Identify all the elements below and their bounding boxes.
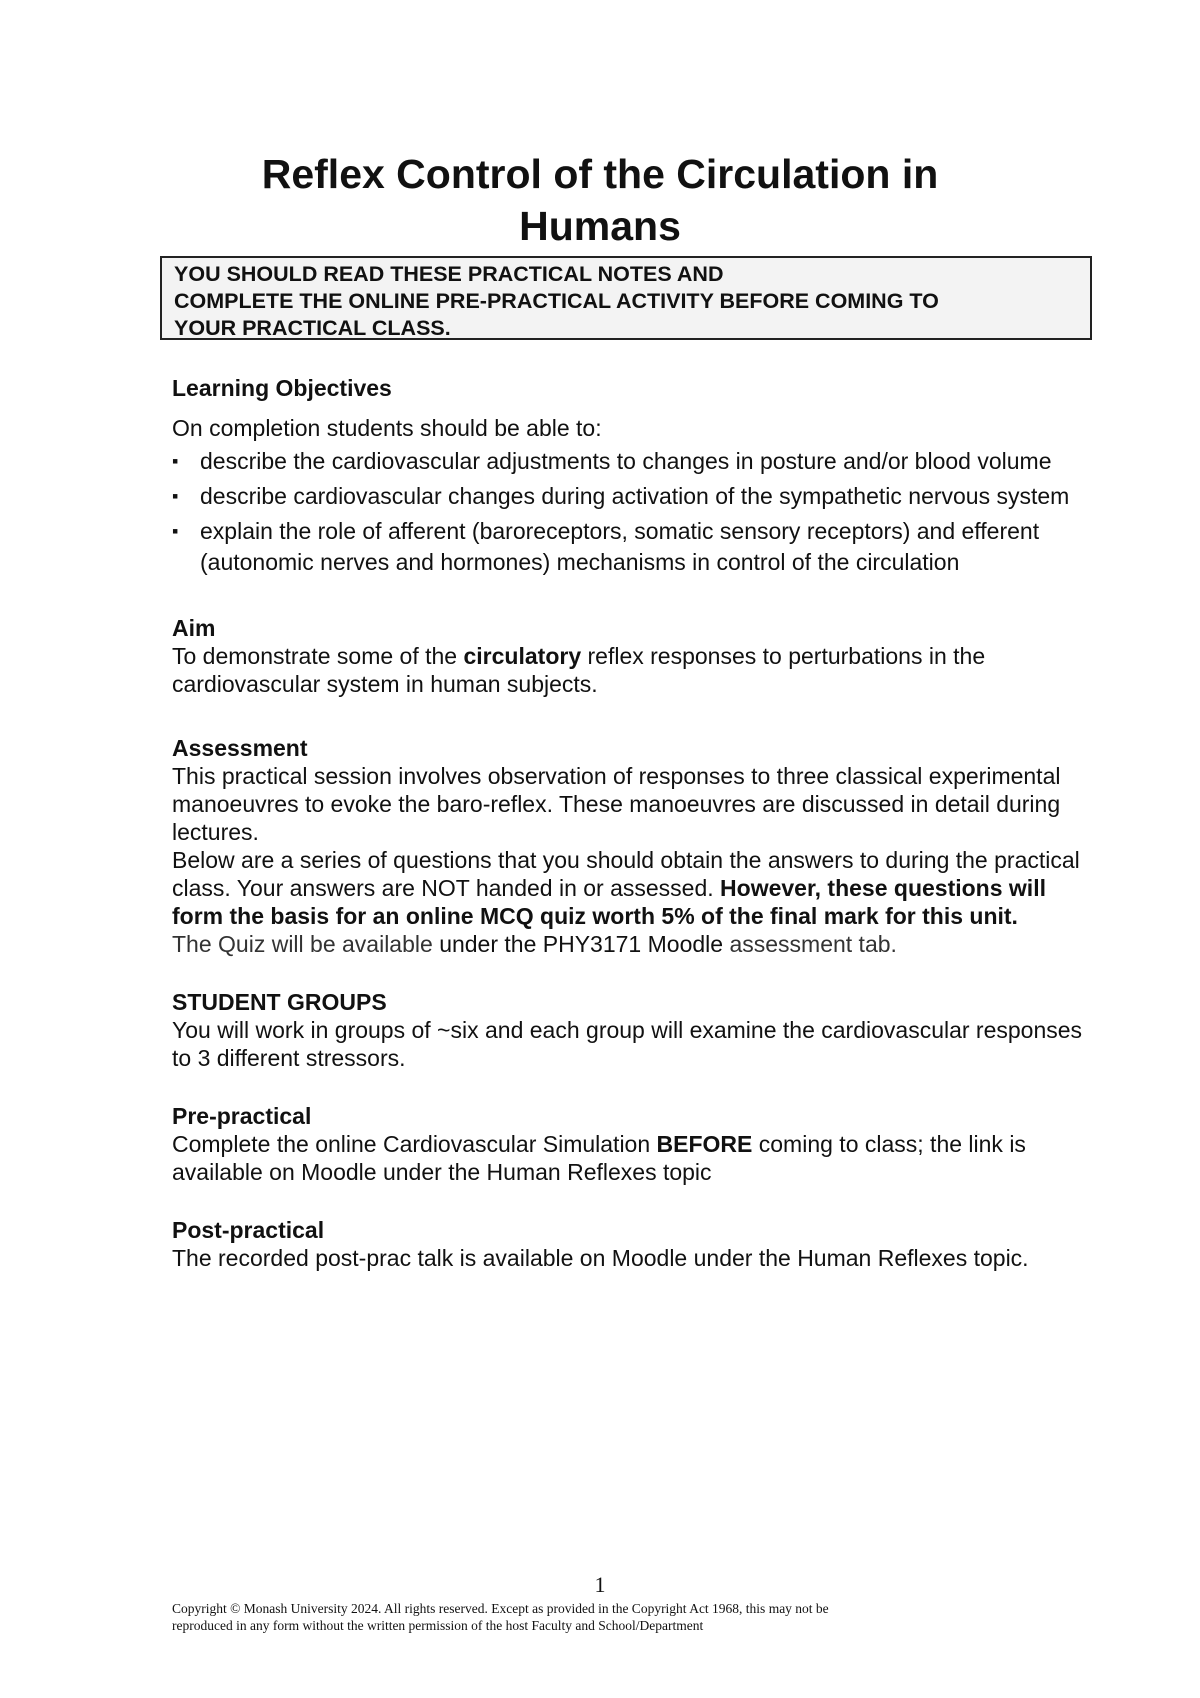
copyright-notice xyxy=(172,1600,1052,1634)
objective-text: describe the cardiovascular adjustments to changes in posture and/or blood volume xyxy=(200,448,1052,474)
objective-text: describe cardiovascular changes during activation of the sympathetic nervous system xyxy=(200,483,1070,509)
pre-practical-heading: Pre-practical xyxy=(172,1103,312,1129)
copyright-line-1: Copyright © Monash University 2024. All rights reserved. Except as provided in the Copyright Act 1968, this may not be xyxy=(172,1601,829,1616)
aim-text-end: reflex responses to perturbations in the cardiovascular system in human subjects. xyxy=(172,643,986,697)
assessment-section xyxy=(172,734,1102,958)
pre-practical-text-end: coming to class; the link is available on Moodle under the Human Reflexes topic xyxy=(172,1131,1026,1185)
quiz-text-start: The Quiz will be available xyxy=(172,931,440,957)
learning-objectives-intro: On completion students should be able to: xyxy=(172,415,602,441)
pre-practical-text-start: Complete the online Cardiovascular Simulation xyxy=(172,1131,657,1157)
notice-line-3: YOUR PRACTICAL CLASS. xyxy=(174,316,451,340)
list-item xyxy=(172,446,1102,477)
assessment-paragraph-2-bold: However, these questions will form the basis for an online MCQ quiz worth 5% of the final mark for this unit. xyxy=(172,875,1046,929)
reading-notice-box xyxy=(160,256,1092,340)
assessment-paragraph-1: This practical session involves observation of responses to three classical experimental manoeuvres to evoke the baro-reflex. These manoeuvres are discussed in detail during lectures. xyxy=(172,763,1061,845)
document-body xyxy=(172,374,1102,1272)
assessment-heading: Assessment xyxy=(172,735,308,761)
list-item xyxy=(172,516,1102,578)
learning-objectives-section xyxy=(172,374,1102,578)
post-practical-heading: Post-practical xyxy=(172,1217,325,1243)
objective-text: explain the role of afferent (baroreceptors, somatic sensory receptors) and efferent (autonomic nerves and hormones) mechanisms in control of the circulation xyxy=(200,518,1040,575)
bullet-icon: ▪ xyxy=(172,521,179,541)
quiz-text-moodle: under the PHY3171 Moodle xyxy=(439,931,724,957)
aim-text xyxy=(172,642,1102,698)
aim-section xyxy=(172,614,1102,698)
aim-text-bold: circulatory xyxy=(463,643,582,669)
bullet-icon: ▪ xyxy=(172,486,179,506)
objectives-list xyxy=(172,446,1102,578)
list-item xyxy=(172,481,1102,512)
learning-objectives-heading: Learning Objectives xyxy=(172,375,392,401)
post-practical-section xyxy=(172,1216,1102,1272)
student-groups-text: You will work in groups of ~six and each group will examine the cardiovascular responses to 3 different stressors. xyxy=(172,1017,1083,1071)
bullet-icon: ▪ xyxy=(172,451,179,471)
pre-practical-text xyxy=(172,1130,1102,1186)
page-title xyxy=(140,148,1060,252)
copyright-line-2: reproduced in any form without the written permission of the host Faculty and School/Department xyxy=(172,1618,704,1633)
title-line-1: Reflex Control of the Circulation in xyxy=(261,151,939,197)
notice-line-1: YOU SHOULD READ THESE PRACTICAL NOTES AND xyxy=(174,262,724,286)
notice-line-2: COMPLETE THE ONLINE PRE-PRACTICAL ACTIVITY BEFORE COMING TO xyxy=(174,289,939,313)
pre-practical-section xyxy=(172,1102,1102,1186)
pre-practical-text-bold: BEFORE xyxy=(656,1131,753,1157)
student-groups-heading: STUDENT GROUPS xyxy=(172,989,387,1015)
page-number: 1 xyxy=(594,1572,606,1597)
assessment-paragraph-2-text: Below are a series of questions that you should obtain the answers to during the practical class. Your answers are NOT handed in or assessed. xyxy=(172,847,1080,901)
student-groups-section xyxy=(172,988,1102,1072)
post-practical-text: The recorded post-prac talk is available on Moodle under the Human Reflexes topic. xyxy=(172,1245,1029,1271)
quiz-text-end: assessment tab. xyxy=(723,931,897,957)
assessment-paragraph-2 xyxy=(172,846,1102,930)
assessment-paragraph-3 xyxy=(172,930,1102,958)
title-line-2: Humans xyxy=(519,203,681,249)
aim-heading: Aim xyxy=(172,615,216,641)
aim-text-start: To demonstrate some of the xyxy=(172,643,464,669)
